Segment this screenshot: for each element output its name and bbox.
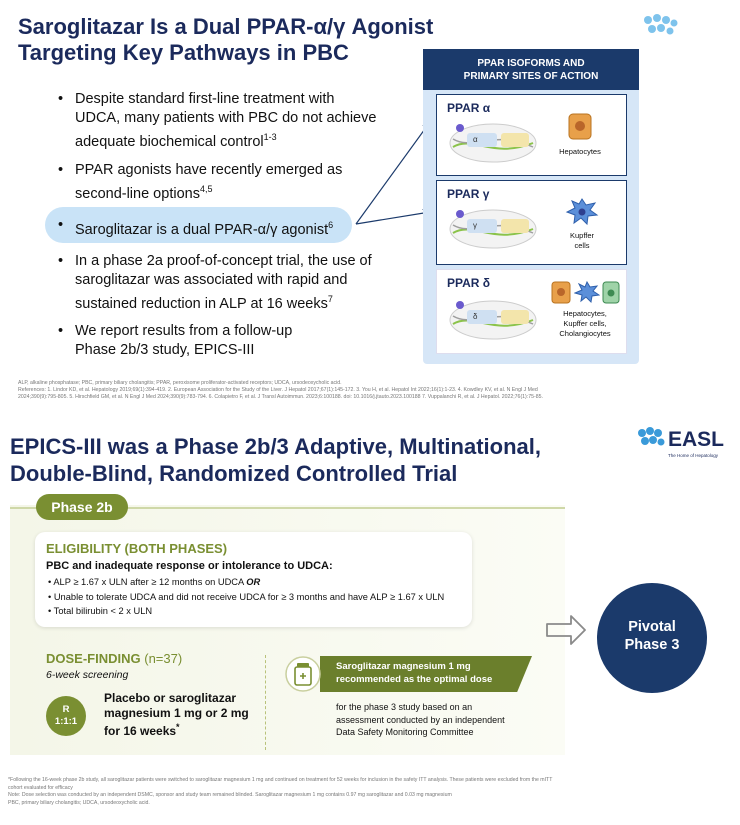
slide2-title-line2: Double-Blind, Randomized Controlled Trial [10,461,458,486]
delta-label [549,309,621,339]
ppar-alpha-title: PPAR α [447,101,491,115]
bullet-5-line-1: We report results from a follow-up [75,323,293,339]
slide1-abbreviations: ALP, alkaline phosphatase; PBC, primary biliary cholangitis; PPAR, peroxisome proliferator-activated receptors; UDCA, ursodeoxycholic acid. [18,380,342,386]
ppar-delta-card [436,269,627,354]
dose-finding-n: (n=37) [144,651,183,666]
arrow-to-gamma [356,212,430,224]
receptor-dna-icon [447,117,539,165]
ppar-panel-header [423,49,639,90]
delta-symbol: δ [473,312,478,321]
pivotal-line2: Phase 3 [624,637,680,653]
randomization-r: R [62,704,70,715]
cells-logo-icon [636,426,668,450]
bullet-4-line-2: saroglitazar was associated with rapid and [75,272,348,288]
arms-footnote-mark: * [176,722,180,732]
slide2-footnotes [8,777,733,807]
alpha-symbol: α [473,135,478,144]
bullet-3: • Saroglitazar is a dual PPAR-α/γ agonist$^6$ [58,217,334,238]
easl-tagline: The Home of Hepatology [668,453,719,458]
bullet-4-line-1: In a phase 2a proof-of-concept trial, the use of [75,253,372,269]
easl-logo-text: EASL [668,428,725,451]
bullet-4: • In a phase 2a proof-of-concept trial, the use of saroglitazar was associated with rapid and sustained reduction in ALP at 16 weeks$^7$ [58,252,388,314]
bullet-1: • Despite standard first-line treatment with UDCA, many patients with PBC do not achieve adequate biochemical control$^{1-3}$ [58,90,388,152]
screening-label: 6-week screening [46,669,129,681]
recommendation-body [336,701,505,739]
bullet-2-line-2: second-line options [75,185,200,202]
dose-finding-title: DOSE-FINDING [46,651,141,666]
recommendation-body-line3: Data Safety Monitoring Committee [336,727,474,737]
recommendation-body-line1: for the phase 3 study based on an [336,702,473,712]
criterion-1: • ALP ≥ 1.67 x ULN after ≥ 12 months on UDCA OR [48,577,261,587]
arms-line1: Placebo or saroglitazar [104,691,237,705]
pivotal-phase3-circle [597,583,707,693]
bullet-1-line-1: Despite standard first-line treatment with [75,91,335,107]
footnote-1: *Following the 16-week phase 2b study, all saroglitazar patients were switched to saroglitazar magnesium 1 mg and continued on treatment for 52 weeks for inclusion in the safety ITT analysis. These patients were excluded from the mITT [8,777,553,783]
bullet-2-line-1: PPAR agonists have recently emerged as [75,162,343,178]
treatment-arms [104,691,249,739]
footnote-2: cohort evaluated for efficacy [8,784,73,791]
slide1-title-line2: Targeting Key Pathways in PBC [18,40,349,65]
gamma-label-line1: Kupffer [569,231,595,240]
arms-line3: for 16 weeks [104,724,177,738]
bullet-2-ref: 4,5 [199,184,213,194]
delta-label-line3: Cholangiocytes [559,329,611,338]
criterion-2-text: Unable to tolerate UDCA and did not receive UDCA for ≥ 3 months and have ALP ≥ 1.67 x ULN [53,591,445,602]
criterion-1-text: ALP ≥ 1.67 x ULN after ≥ 12 months on UDCA [53,577,247,587]
kupffer-cell-icon [565,195,599,227]
alpha-label [549,147,611,156]
medicine-bottle-icon [285,656,321,692]
double-arrow-icon [545,612,589,648]
delta-label-line1: Hepatocytes, [563,309,607,318]
randomization-circle [46,696,86,736]
ppar-panel [423,49,639,364]
kupffer-cell-icon [574,280,600,304]
bullet-3-ref: 6 [328,220,334,230]
easl-logo [636,426,736,466]
bullet-1-ref: 1-3 [263,132,277,142]
slide2-title-line1: EPICS-III was a Phase 2b/3 Adaptive, Multinational, [10,434,541,459]
criterion-3: • Total bilirubin < 2 x ULN [48,606,153,616]
phase-2b-badge: Phase 2b [36,494,128,520]
slide1-title-line1: Saroglitazar Is a Dual PPAR-α/γ Agonist [18,14,434,39]
ppar-alpha-card [436,94,627,176]
bullet-1-line-2: UDCA, many patients with PBC do not achieve [75,110,377,126]
hepatocyte-icon [567,111,593,141]
bullet-4-line-3: sustained reduction in ALP at 16 weeks [75,295,328,312]
slide2-title [10,433,630,487]
bullet-5: • We report results from a follow-up Phase 2b/3 study, EPICS-III [58,322,388,360]
ppar-gamma-title: PPAR γ [447,187,490,201]
gamma-label-line2: cells [574,241,590,250]
gamma-label [551,231,613,251]
arrow-to-alpha [356,122,430,224]
hepatocyte-icon [551,280,571,304]
alpha-label-line: Hepatocytes [559,147,601,156]
bullet-3-line-1: Saroglitazar is a dual PPAR-α/γ agonist [75,221,329,238]
ppar-header-line1: PPAR ISOFORMS AND [477,58,585,69]
bullet-5-line-2: Phase 2b/3 study, EPICS-III [75,342,255,358]
criterion-2: • Unable to tolerate UDCA and did not receive UDCA for ≥ 3 months and have ALP ≥ 1.67 x ULN [48,591,445,602]
dashed-divider [265,655,266,750]
pivotal-line1: Pivotal [628,619,676,635]
eligibility-criteria [48,575,444,619]
recommendation-line1: Saroglitazar magnesium 1 mg [336,661,471,672]
recommendation-title [336,660,492,686]
receptor-dna-icon [447,294,539,342]
bullet-1-line-3: adequate biochemical control [75,133,264,150]
ppar-delta-title: PPAR δ [447,276,491,290]
gamma-symbol: γ [473,221,477,230]
cholangiocyte-icon [602,280,620,304]
slide1-title [18,14,438,66]
receptor-dna-icon [447,203,539,251]
footnote-4: PBC, primary biliary cholangitis; UDCA, ursodeoxycholic acid. [8,799,150,806]
references-line2: 2024;390(9):795-805. 5. Hirschfield GM, et al. N Engl J Med 2024;390(9):783-794. 6. Colapietro F, et al. J Transl Autoimmun. 2023;6:100188. doi: 10.1016/j.jtauto.2023.100188 7. Vuppalanchi R, et al. J Hepatol. 2022;76(1):75-85. [18,394,543,400]
criterion-3-text: Total bilirubin < 2 x ULN [53,606,153,616]
recommendation-line2: recommended as the optimal dose [336,674,493,685]
bullet-4-ref: 7 [327,294,333,304]
arms-line2: magnesium 1 mg or 2 mg [104,705,249,720]
references-line1: References: 1. Lindor KD, et al. Hepatology 2019;69(1):394-419. 2. European Association for the Study of the Liver. J Hepatol 2017;67(1):145-172. 3. You H, et al. Hepatol Int 2022;16(1):1-23. 4. Kowdley KV, et al. N Engl J Med [18,387,538,393]
randomization-ratio: 1:1:1 [54,716,78,727]
ppar-gamma-card [436,180,627,265]
slide1-references [18,387,738,401]
bullet-2: • PPAR agonists have recently emerged as second-line options$^{4,5}$ [58,161,388,204]
cells-logo-icon [640,12,682,38]
recommendation-body-line2: assessment conducted by an independent [336,714,505,725]
delta-label-line2: Kupffer cells, [563,319,607,328]
criterion-1-or: OR [246,577,261,587]
eligibility-title: ELIGIBILITY (BOTH PHASES) [46,541,228,556]
footnote-3: Note: Dose selection was conducted by an independent DSMC, sponsor and study team remained blinded. Saroglitazar magnesium 1 mg contains 0.97 mg saroglitazar and 0.03 mg magnesium [8,792,452,798]
ppar-header-line2: PRIMARY SITES OF ACTION [463,71,599,82]
eligibility-subtitle: PBC and inadequate response or intolerance to UDCA: [46,560,333,572]
dose-finding-heading [46,651,182,666]
